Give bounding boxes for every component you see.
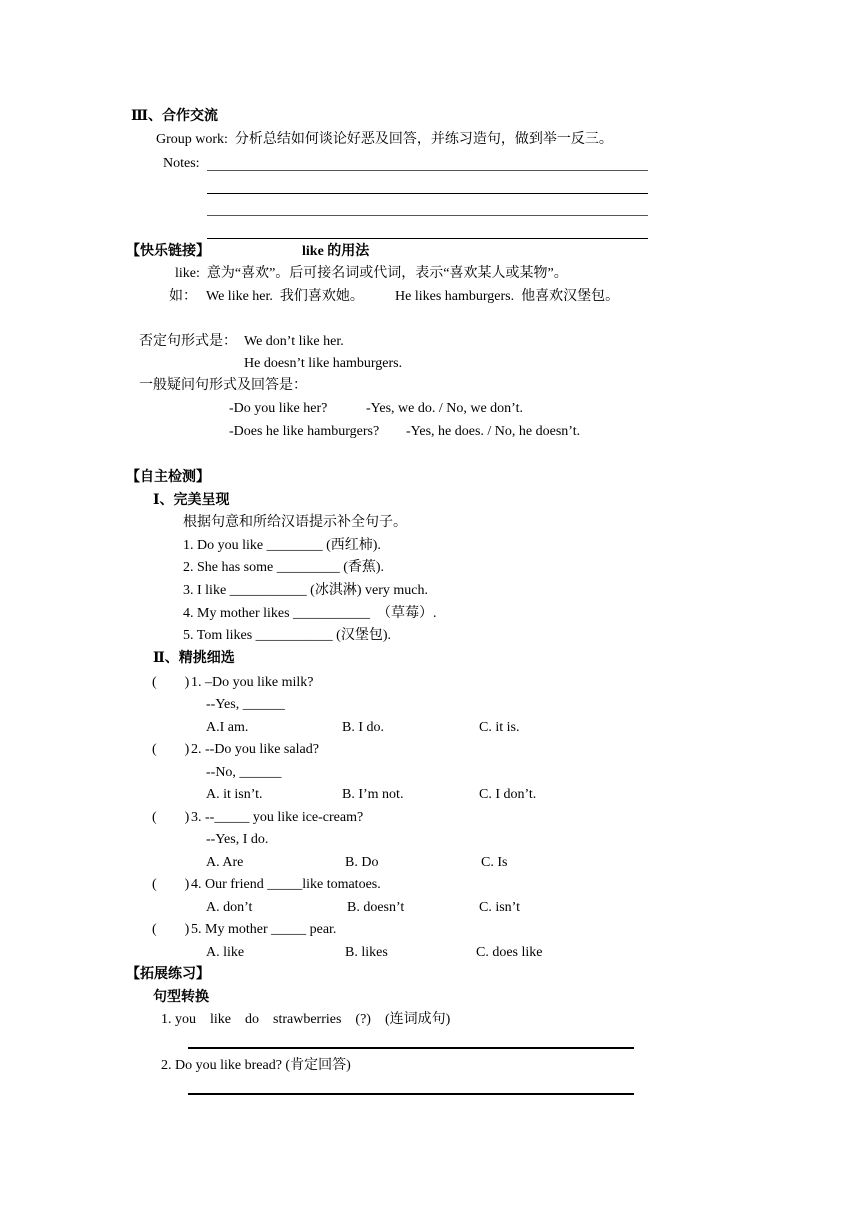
part2-title: Ⅱ、精挑细选	[153, 651, 235, 666]
fill-item: 2. She has some _________ (香蕉).	[183, 560, 385, 575]
option-b: B. I’m not.	[342, 787, 404, 802]
mc-stem: 5. My mother _____ pear.	[191, 922, 337, 937]
notes-line	[207, 170, 648, 171]
example-2: He likes hamburgers. 他喜欢汉堡包。	[395, 289, 620, 304]
question-1: -Do you like her?	[229, 401, 328, 416]
fill-item: 1. Do you like ________ (西红柿).	[183, 538, 381, 553]
extension-item: 2. Do you like bread? (肯定回答)	[161, 1058, 351, 1073]
extension-item: 1. you like do strawberries (?) (连词成句)	[161, 1012, 451, 1027]
notes-label: Notes:	[163, 156, 200, 171]
option-c: C. isn’t	[479, 900, 520, 915]
part1-instruction: 根据句意和所给汉语提示补全句子。	[183, 515, 407, 530]
fill-item: 5. Tom likes ___________ (汉堡包).	[183, 628, 391, 643]
option-b: B. Do	[345, 855, 379, 870]
fill-item: 3. I like ___________ (冰淇淋) very much.	[183, 583, 428, 598]
link-title: like 的用法	[302, 244, 370, 259]
like-definition: like: 意为“喜欢”。后可接名词或代词，表示“喜欢某人或某物”。	[175, 266, 568, 281]
example-1: We like her. 我们喜欢她。	[206, 289, 364, 304]
mc-stem: 4. Our friend _____like tomatoes.	[191, 877, 381, 892]
part1-title: Ⅰ、完美呈现	[153, 493, 230, 508]
extension-subtitle: 句型转换	[153, 990, 209, 1005]
mc-stem: 1. –Do you like milk?	[191, 675, 314, 690]
group-work-text: Group work: 分析总结如何谈论好恶及回答，并练习造句，做到举一反三。	[156, 132, 613, 147]
option-c: C. does like	[476, 945, 543, 960]
example-prefix: 如：	[169, 289, 197, 304]
mc-sub: --No, ______	[206, 765, 282, 780]
option-c: C. I don’t.	[479, 787, 537, 802]
question-2: -Does he like hamburgers?	[229, 424, 380, 439]
option-c: C. it is.	[479, 720, 520, 735]
answer-paren: ( )	[152, 675, 190, 690]
option-a: A. it isn’t.	[206, 787, 263, 802]
answer-line	[188, 1047, 634, 1049]
answer-1: -Yes, we do. / No, we don’t.	[366, 401, 523, 416]
section-heading: Ⅲ、合作交流	[131, 109, 219, 124]
link-heading: 【快乐链接】	[126, 244, 210, 259]
answer-line	[188, 1093, 634, 1095]
mc-stem: 3. --_____ you like ice-cream?	[191, 810, 364, 825]
answer-paren: ( )	[152, 742, 190, 757]
negative-label: 否定句形式是：	[139, 334, 237, 349]
option-a: A. don’t	[206, 900, 253, 915]
answer-paren: ( )	[152, 877, 190, 892]
answer-paren: ( )	[152, 922, 190, 937]
option-b: B. likes	[345, 945, 388, 960]
negative-example-2: He doesn’t like hamburgers.	[244, 356, 403, 371]
option-c: C. Is	[481, 855, 508, 870]
negative-example-1: We don’t like her.	[244, 334, 344, 349]
notes-line	[207, 215, 648, 216]
answer-2: -Yes, he does. / No, he doesn’t.	[406, 424, 581, 439]
answer-paren: ( )	[152, 810, 190, 825]
option-a: A.I am.	[206, 720, 249, 735]
extension-heading: 【拓展练习】	[126, 967, 210, 982]
option-a: A. Are	[206, 855, 244, 870]
notes-line	[207, 193, 648, 194]
mc-stem: 2. --Do you like salad?	[191, 742, 319, 757]
notes-line	[207, 238, 648, 239]
question-label: 一般疑问句形式及回答是：	[139, 378, 307, 393]
option-a: A. like	[206, 945, 245, 960]
option-b: B. I do.	[342, 720, 384, 735]
mc-sub: --Yes, ______	[206, 697, 285, 712]
option-b: B. doesn’t	[347, 900, 405, 915]
mc-sub: --Yes, I do.	[206, 832, 269, 847]
self-check-heading: 【自主检测】	[126, 470, 210, 485]
fill-item: 4. My mother likes ___________ （草莓）.	[183, 606, 437, 621]
